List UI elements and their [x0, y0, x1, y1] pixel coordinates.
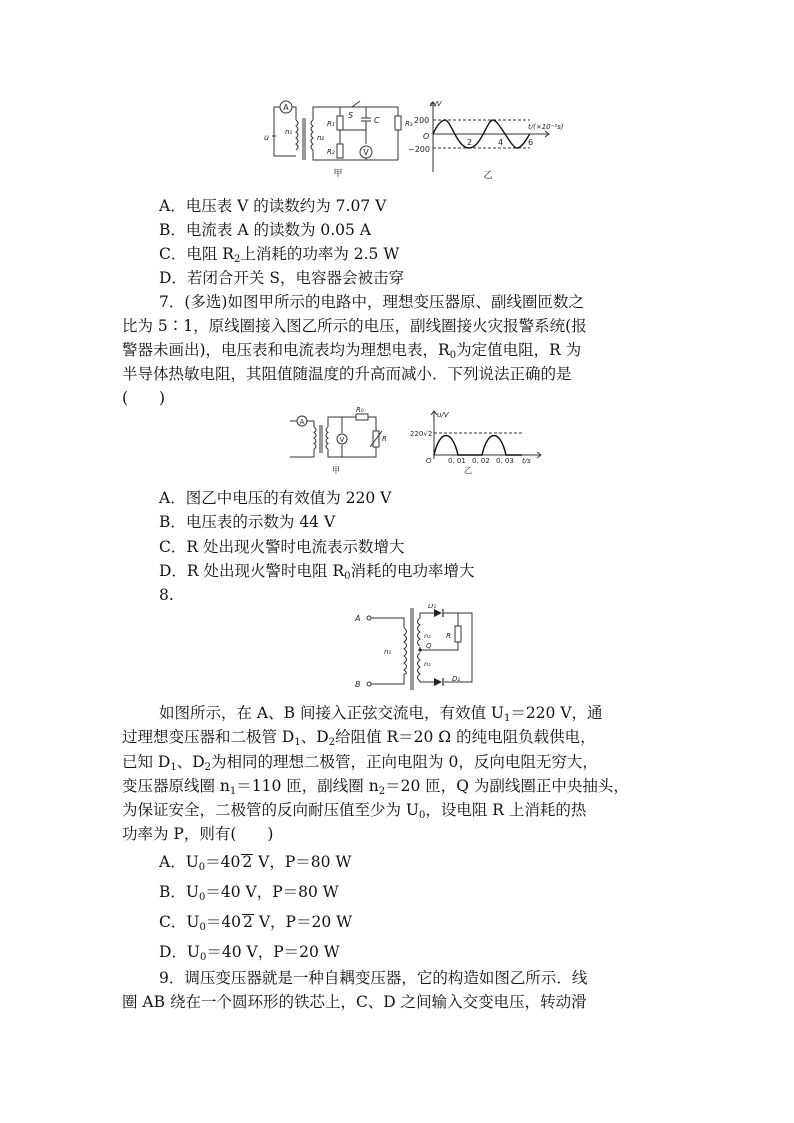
figure-q7 [286, 407, 548, 479]
fig7-r0-label: R₀ [356, 407, 364, 414]
q8-line-2: 过理想变压器和二极管 $D_1$、$D_2$给阻值 R＝20 Ω 的纯电阻负载供电， [122, 728, 596, 748]
q8-line-1: 如图所示，在 A、B 间接入正弦交流电，有效值 $U_1=220$ V，通 [159, 704, 603, 724]
q7-line-3: 警器未画出)，电压表和电流表均为理想电表，$R_0$为定值电阻，R 为 [122, 341, 582, 361]
q8-option-a: A．$U_0=40$ 2 V，P＝80 W [159, 853, 352, 873]
fig7-x-tick: 0. 03 [496, 457, 514, 465]
q8-line-6: 功率为 P，则有( ) [122, 825, 274, 843]
fig6-y-unit: u/V [430, 100, 442, 108]
fig6-yi-label: 乙 [483, 171, 493, 181]
fig6-u-label: u [264, 133, 270, 142]
fig7-voltmeter-label: V [339, 436, 345, 444]
fig6-r1-label: R₁ [327, 120, 335, 128]
fig8-n1-label: n₁ [384, 648, 392, 656]
fig6-y-bot: −200 [408, 145, 430, 154]
fig7-origin: O [426, 457, 432, 465]
q7-option-c: C．R 处出现火警时电流表示数增大 [159, 538, 405, 556]
fig7-half-wave [434, 436, 522, 456]
fig6-origin: O [423, 132, 430, 141]
fig6-x-tick: 2 [467, 138, 473, 147]
q6-option-c: C．电阻 $R_2$上消耗的功率为 2.5 W [159, 245, 400, 265]
q8-option-c: C．$U_0=40$ 2 V，P＝20 W [159, 913, 353, 933]
fig6-r2-label: R₂ [327, 148, 335, 156]
fig6-x-unit: t/(×10⁻²s) [528, 123, 564, 131]
figure-q6 [258, 98, 580, 190]
fig8-n2a-label: n₂ [424, 632, 431, 640]
fig8-d2-label: D₂ [452, 675, 461, 683]
fig6-voltmeter-label: V [363, 148, 369, 157]
fig8-r-label: R [446, 632, 451, 640]
q8-line-3: 已知 $D_1$、$D_2$为相同的理想二极管，正向电阻为 0，反向电阻无穷大， [122, 753, 598, 773]
fig7-ammeter-label: A [299, 418, 305, 426]
fig7-x-tick: 0. 02 [472, 457, 490, 465]
fig7-x-tick: 0. 01 [448, 457, 466, 465]
q9-line-1: 9．调压变压器就是一种自耦变压器，它的构造如图乙所示．线 [159, 969, 588, 987]
fig8-n2b-label: n₂ [424, 660, 431, 668]
q6-option-a: A．电压表 V 的读数约为 7.07 V [159, 197, 387, 215]
q8-number: 8. [159, 586, 174, 604]
q7-line-4: 半导体热敏电阻，其阻值随温度的升高而减小．下列说法正确的是 [122, 365, 572, 383]
fig7-x-unit: t/s [522, 457, 531, 465]
fig6-ammeter-label: A [283, 103, 289, 112]
fig7-y-top: 220√2 [410, 430, 433, 438]
fig6-r3-label: R₃ [405, 120, 413, 128]
figure-q8 [350, 604, 485, 694]
fig8-diode-d1 [434, 609, 442, 617]
fig6-x-tick: 6 [528, 138, 534, 147]
q7-option-d: D．R 处出现火警时电阻 $R_0$消耗的电功率增大 [159, 562, 475, 582]
q7-line-2: 比为 5∶1，原线圈接入图乙所示的电压，副线圈接火灾报警系统(报 [122, 317, 587, 335]
q7-line-1: 7．(多选)如图甲所示的电路中，理想变压器原、副线圈匝数之 [159, 293, 584, 311]
fig6-n1-label: n₁ [285, 128, 293, 136]
fig8-diode-d2 [434, 678, 442, 686]
q6-option-b: B．电流表 A 的读数为 0.05 A [159, 221, 371, 239]
fig8-a-label: A [355, 614, 361, 623]
q7-option-a: A．图乙中电压的有效值为 220 V [159, 489, 392, 507]
fig8-b-label: B [355, 680, 361, 689]
fig6-c-label: C [374, 116, 380, 125]
q8-option-b: B．$U_0=40$ V，P＝80 W [159, 883, 339, 903]
q9-line-2: 圈 AB 绕在一个圆环形的铁芯上，C、D 之间输入交变电压，转动滑 [122, 993, 587, 1011]
fig7-y-unit: u/V [437, 411, 449, 419]
fig8-d1-label: D₁ [428, 604, 437, 610]
q6-option-d: D．若闭合开关 S，电容器会被击穿 [159, 269, 404, 287]
fig6-x-tick: 4 [498, 138, 504, 147]
fig6-y-top: 200 [414, 116, 430, 125]
q8-line-5: 为保证安全，二极管的反向耐压值至少为 $U_0$，设电阻 R 上消耗的热 [122, 801, 587, 821]
fig6-jia-label: 甲 [333, 169, 343, 179]
q8-line-4: 变压器原线圈 $n_1=110$ 匝，副线圈 $n_2=20$ 匝，Q 为副线圈正中央抽头， [122, 777, 629, 797]
fig8-q-label: Q [426, 642, 432, 650]
fig6-n2-label: n₂ [317, 134, 325, 142]
q8-option-d: D．$U_0=40$ V，P＝20 W [159, 943, 340, 963]
q7-line-5: ( ) [122, 389, 166, 407]
fig7-yi-label: 乙 [464, 466, 472, 475]
fig7-jia-label: 甲 [332, 466, 340, 475]
fig7-r-label: R [382, 435, 387, 443]
fig6-s-label: S [348, 111, 354, 120]
q7-option-b: B．电压表的示数为 44 V [159, 513, 336, 531]
